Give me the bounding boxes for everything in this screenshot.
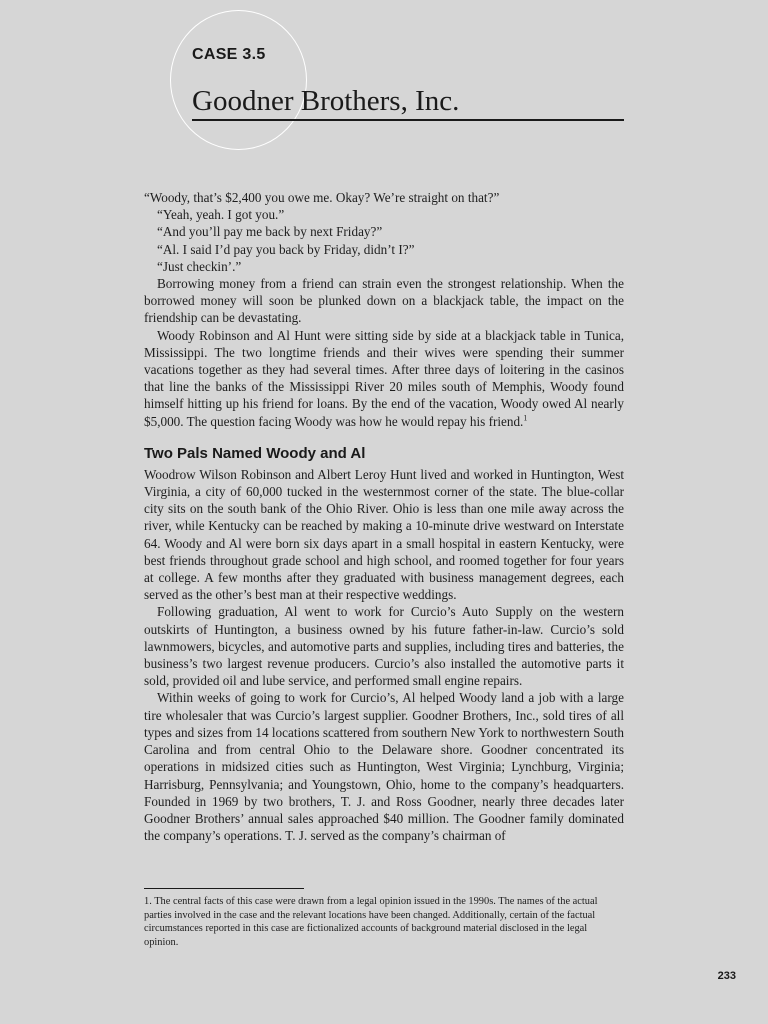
- case-body: [144, 189, 624, 844]
- paragraph: Woodrow Wilson Robinson and Albert Leroy Hunt lived and worked in Huntington, West Virginia, a city of 60,000 tucked in the westernmost corner of the state. The blue-collar city sits on the south bank of the Ohio River. Ohio is less than one mile away across the river, while Kentucky can be reached by making a 10-minute drive westward on Interstate 64. Woody and Al were born six days apart in a small hospital in eastern Kentucky, were best friends throughout grade school and high school, and roomed together for four years at college. A few months after they graduated with business management degrees, each served as the other’s best man at their respective weddings.: [144, 466, 624, 603]
- footnote-divider: [144, 888, 304, 889]
- case-label: CASE 3.5: [192, 46, 266, 63]
- paragraph: Within weeks of going to work for Curcio’s, Al helped Woody land a job with a large tire wholesaler that was Curcio’s largest supplier. Goodner Brothers, Inc., sold tires of all types and sizes from 14 locations scattered from southern New York to northwestern South Carolina and from central Ohio to the Delaware shore. Goodner concentrated its operations in midsized cities such as Huntington, West Virginia; Lynchburg, Virginia; Harrisburg, Pennsylvania; and Youngstown, Ohio, home to the company’s headquarters. Founded in 1969 by two brothers, T. J. and Ross Goodner, nearly three decades later Goodner Brothers’ annual sales approached $40 million. The Goodner family dominated the company’s operations. T. J. served as the company’s chairman of: [144, 690, 624, 844]
- case-title: Goodner Brothers, Inc.: [192, 84, 624, 121]
- paragraph: Following graduation, Al went to work for Curcio’s Auto Supply on the western outskirts of Huntington, a business owned by his future father-in-law. Curcio’s sold lawnmowers, bicycles, and automotive parts and supplies, including tires and batteries, the business’s two largest revenue producers. Curcio’s also installed the automotive parts it sold, provided oil and lube service, and performed small engine repairs.: [144, 604, 624, 689]
- paragraph: Borrowing money from a friend can strain even the strongest relationship. When the borrowed money will soon be plunked down on a blackjack table, the impact on the friendship can be devastating.: [144, 276, 624, 326]
- dialogue-line: “Woody, that’s $2,400 you owe me. Okay? We’re straight on that?”: [144, 190, 500, 205]
- dialogue-line: “Just checkin’.”: [157, 258, 242, 274]
- decorative-circle: [170, 10, 307, 150]
- dialogue-line: “And you’ll pay me back by next Friday?”: [157, 224, 383, 240]
- footnote: 1. The central facts of this case were drawn from a legal opinion issued in the 1990s. The names of the actual parties involved in the case and the relevant locations have been changed. Additionally, certain of the factual circumstances reported in this case are fictionalized accounts of background material disclosed in the legal opinion.: [144, 896, 598, 948]
- section-heading: Two Pals Named Woody and Al: [144, 444, 366, 462]
- paragraph-text: Woody Robinson and Al Hunt were sitting side by side at a blackjack table in Tunica, Mississippi. The two longtime friends and their wives were spending their summer vacations together as they had several times. After three days of loitering in the casinos that line the banks of the Mississippi River 20 miles south of Memphis, Woody found himself hitting up his friend for loans. By the end of the vacation, Woody owed Al nearly $5,000. The question facing Woody was how he would repay his friend.: [144, 327, 624, 429]
- paragraph: [144, 327, 624, 430]
- dialogue-line: “Yeah, yeah. I got you.”: [157, 207, 285, 223]
- footnote-ref: 1: [523, 413, 528, 423]
- page-number: 233: [717, 970, 736, 982]
- dialogue-line: “Al. I said I’d pay you back by Friday, didn’t I?”: [157, 241, 415, 257]
